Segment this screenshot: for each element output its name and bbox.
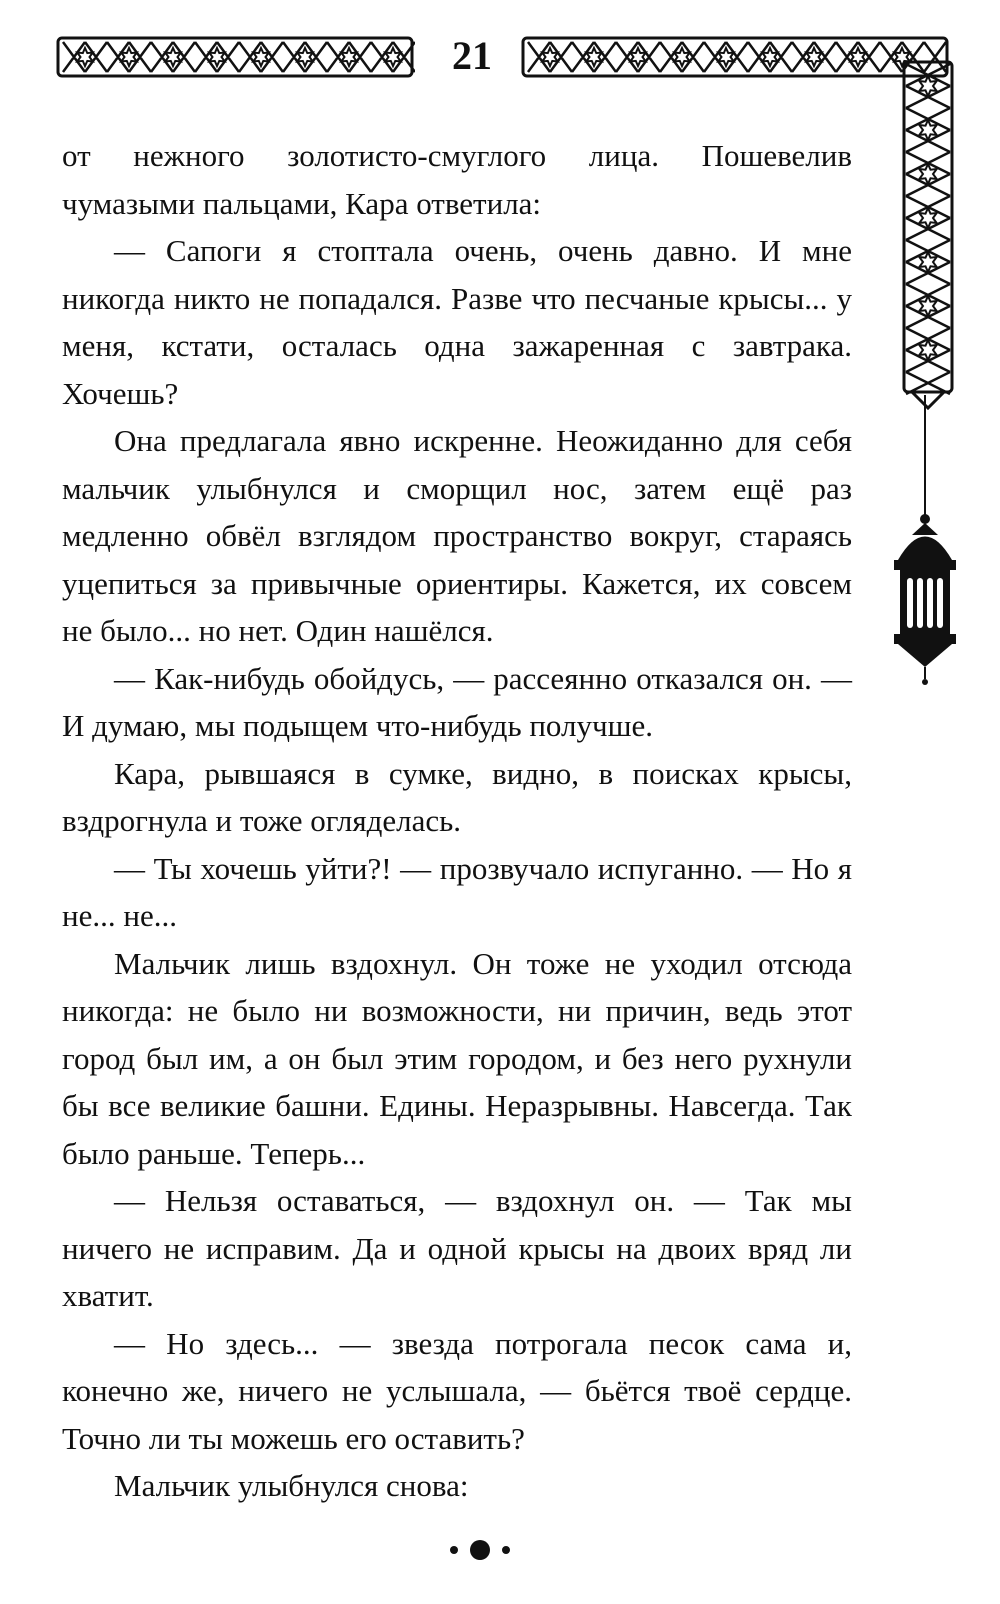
paragraph: — Как-нибудь обойдусь, — рассеянно отказался он. — И думаю, мы подыщем что-нибудь получше. bbox=[62, 660, 852, 743]
paragraph: Она предлагала явно искренне. Неожиданно для себя мальчик улыбнулся и сморщил нос, затем ещё раз медленно обвёл взглядом пространство вокруг, стараясь уцепиться за привычные ориентиры. Кажется, их совсем не было... но нет. Один нашёлся. bbox=[62, 423, 852, 648]
paragraph: — Но здесь... — звезда потрогала песок сама и, конечно же, ничего не услышала, — бьётся твоё сердце. Точно ли ты можешь его оставить? bbox=[62, 1325, 852, 1456]
paragraph: Мальчик лишь вздохнул. Он тоже не уходил отсюда никогда: не было ни возможности, ни причин, ведь этот город был им, а он был этим городом, и без него рухнули бы все великие башни. Едины. Неразрывны. Навсегда. Так было раньше. Теперь... bbox=[62, 945, 852, 1171]
corner-ornament-icon bbox=[898, 60, 958, 410]
paragraph: Кара, рывшаяся в сумке, видно, в поисках крысы, вздрогнула и тоже огляделась. bbox=[62, 755, 852, 838]
paragraph: — Нельзя оставаться, — вздохнул он. — Так мы ничего не исправим. Да и одной крысы на двоих вряд ли хватит. bbox=[62, 1183, 852, 1313]
paragraph: — Ты хочешь уйти?! — прозвучало испуганно. — Но я не... не... bbox=[62, 850, 852, 933]
paragraph: — Сапоги я стоптала очень, очень давно. И мне никогда никто не попадался. Разве что песчаные крысы... у меня, кстати, осталась одна зажаренная с завтрака. Хочешь? bbox=[62, 233, 852, 411]
page-number: 21 bbox=[452, 33, 492, 78]
body-text bbox=[62, 132, 852, 1510]
right-ornament-band-icon bbox=[520, 32, 950, 82]
lantern-icon bbox=[880, 395, 970, 705]
end-mark-icon bbox=[440, 1535, 520, 1565]
paragraph: от нежного золотисто-смуглого лица. Пошевелив чумазыми пальцами, Кара ответила: bbox=[62, 138, 852, 221]
paragraph: Мальчик улыбнулся снова: bbox=[114, 1468, 469, 1503]
left-ornament-band-icon bbox=[55, 32, 415, 82]
